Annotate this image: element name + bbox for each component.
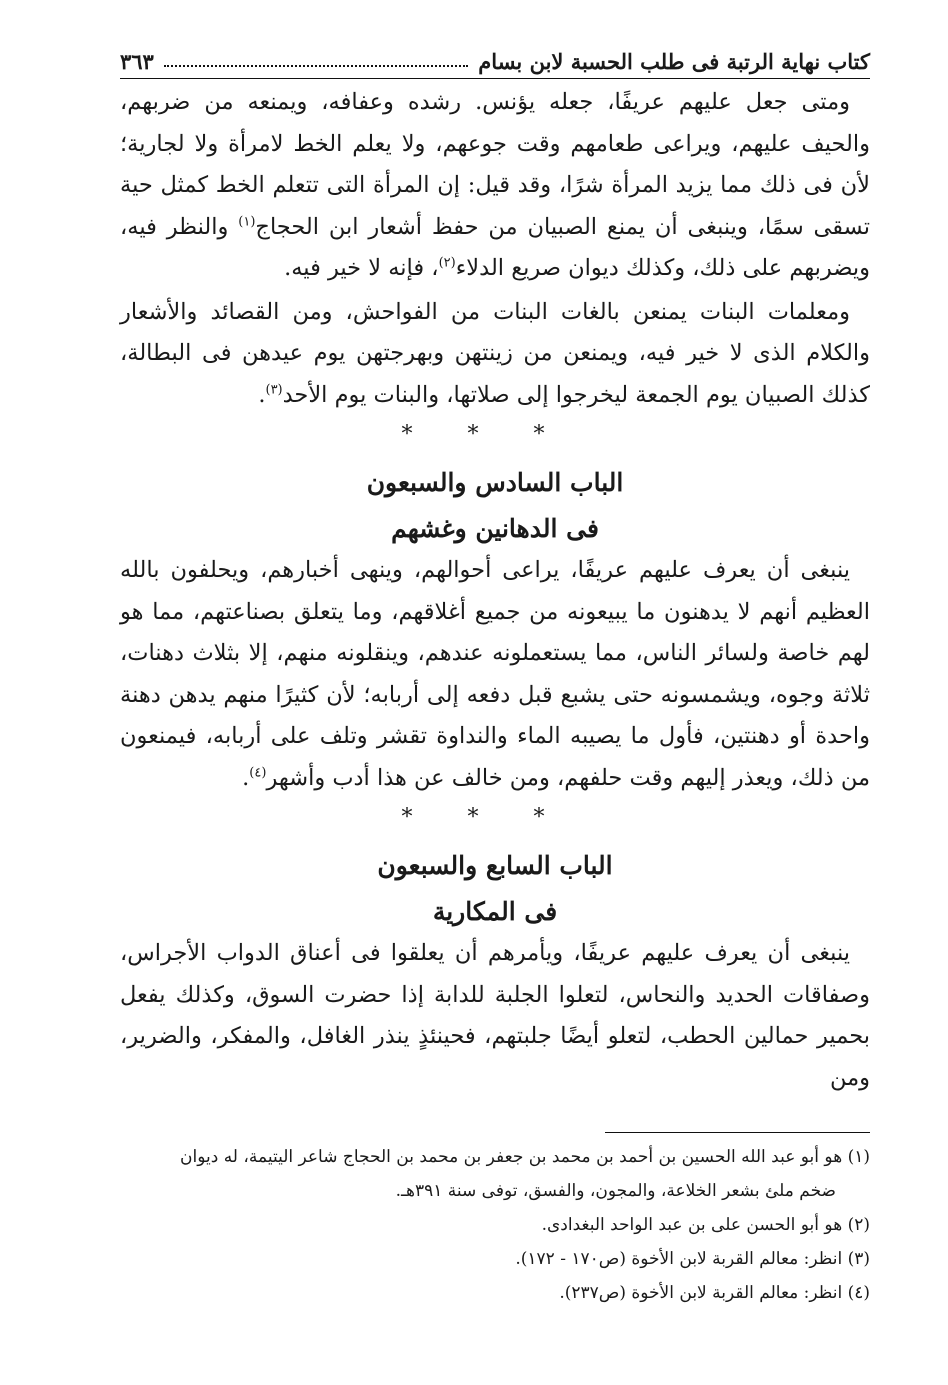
running-header — [120, 40, 870, 79]
footnote-ref-2: (٢) — [438, 255, 456, 271]
header-dotted-leader — [164, 65, 468, 67]
chapter-76-title: الباب السادس والسبعون — [366, 468, 624, 497]
footnote-1-continuation: ضخم ملئ بشعر الخلاعة، والمجون، والفسق، توفى سنة ٣٩١هـ. — [395, 1181, 836, 1201]
footnote-ref-1: (١) — [238, 214, 256, 229]
section-separator: * * * — [401, 422, 569, 447]
chapter-77-title: الباب السابع والسبعون — [377, 851, 613, 880]
page-number: ٣٦٣ — [120, 49, 154, 74]
chapter-77-paragraph: ينبغى أن يعرف عليهم عريفًا، ويأمرهم أن يعلقوا فى أعناق الدواب الأجراس، وصفاقات الحديد والنحاس، لتعلوا الجلبة للدابة إذا حضرت السوق، وكذلك يفعل بحمير حمالين الحطب، لتعلو أيضًا جلبتهم، فحينئذٍ ينذر الغافل، والمفكر، والضرير، ومن — [120, 940, 870, 1091]
footnote-3: (٣) انظر: معالم القربة لابن الأخوة (ص١٧٠ - ١٧٢). — [515, 1249, 870, 1269]
footnote-4: (٤) انظر: معالم القربة لابن الأخوة (ص٢٣٧). — [559, 1283, 870, 1303]
footnote-divider — [605, 1132, 870, 1133]
main-text — [120, 82, 870, 1101]
paragraph-teachers: ومعلمات البنات يمنعن بالغات البنات من الفواحش، ومن القصائد والأشعار والكلام الذى لا خير فيه، ويمنعن من زينتهن وبهرجتهن يوم عيدهن فى البطالة، كذلك الصبيان يوم الجمعة ليخرجوا إلى صلاتها، والبنات يوم الأحد$^{(٣)}$. — [120, 298, 870, 408]
book-title: كتاب نهاية الرتبة فى طلب الحسبة لابن بسام — [478, 49, 870, 74]
chapter-77-subtitle: فى المكارية — [432, 897, 558, 926]
chapter-76-subtitle: فى الدهانين وغشهم — [391, 514, 599, 543]
paragraph-intro: ومتى جعل عليهم عريفًا، جعله يؤنس. رشده وعفافه، ويمنعه من ضربهم، والحيف عليهم، ويراعى طعامهم وقت جوعهم، ولا يعلم الخط لامرأة ولا لجارية؛ لأن فى ذلك مما يزيد المرأة شرًا، وقد قيل: إن المرأة التى تتعلم الخط كمثل حية تسقى سمًا، وينبغى أن يمنع الصبيان من حفظ أشعار ابن الحجاج$^{(١)}$ والنظر فيه، ويضربهم على ذلك، وكذلك ديوان صريع الدلاء$^{(٢)}$، فإنه لا خير فيه. — [120, 89, 871, 281]
footnotes — [120, 1140, 870, 1310]
footnote-ref-4: (٤) — [249, 765, 267, 780]
footnote-ref-3: (٣) — [265, 382, 283, 397]
section-separator: * * * — [401, 805, 569, 830]
footnote-1: (١) هو أبو عبد الله الحسين بن أحمد بن محمد بن جعفر بن محمد بن الحجاج شاعر اليتيمة، له ديوان — [180, 1147, 870, 1167]
footnote-2: (٢) هو أبو الحسن على بن عبد الواحد البغدادى. — [541, 1215, 870, 1235]
chapter-76-paragraph: ينبغى أن يعرف عليهم عريفًا، يراعى أحوالهم، وينهى أخبارهم، ويحلفون بالله العظيم أنهم لا يدهنون ما يبيعونه من جميع أغلاقهم، وما يتعلق بصناعتهم، مما هو لهم خاصة ولسائر الناس، مما يستعملونه عندهم، وينقلونه منهم، إلا بثلاث دهنات، ثلاثة وجوه، ويشمسونه حتى يشبع قبل دفعه إلى أربابه؛ لأن كثيرًا منهم يدهن دهنة واحدة أو دهنتين، فأول ما يصيبه الماء والنداوة تقشر وتلف على أربابه، فيمنعون من ذلك، ويعذر إليهم وقت حلفهم، ومن خالف عن هذا أدب وأشهر$^{(٤)}$. — [120, 557, 870, 791]
